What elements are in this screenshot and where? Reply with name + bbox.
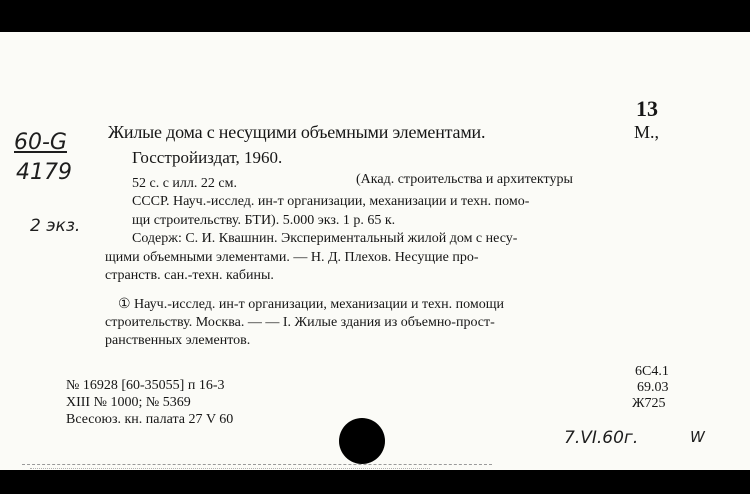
card-punch-hole	[339, 418, 385, 464]
chamber-line: Всесоюз. кн. палата 27 V 60	[66, 412, 234, 427]
series-line-1: (Акад. строительства и архитектуры	[356, 172, 573, 187]
contents-line-1: Содерж: С. И. Квашнин. Экспериментальный жилой дом с несу-	[132, 231, 518, 246]
series-line-3: щи строительству. БТИ). 5.000 экз. 1 р. 65 к.	[132, 213, 396, 228]
subject-line-1: ① Науч.-исслед. ин-т организации, механизации и техн. помощи	[118, 297, 504, 312]
series-line-2: СССР. Науч.-исслед. ин-т организации, механизации и техн. помо-	[132, 194, 530, 209]
handwritten-shelfmark: 60-G	[14, 130, 67, 155]
handwritten-call-number: 4179	[16, 160, 72, 185]
author-mark: Ж725	[632, 396, 666, 411]
classification-bbk: 69.03	[637, 380, 669, 395]
catalog-card	[0, 32, 750, 470]
registration-number: № 16928 [60-35055] п 16-3	[66, 378, 225, 393]
handwritten-copies: 2 экз.	[30, 216, 81, 236]
contents-line-3: странств. сан.-техн. кабины.	[105, 268, 274, 283]
bottom-rule-dotted	[30, 468, 430, 469]
physical-description: 52 с. с илл. 22 см.	[132, 176, 237, 191]
classification-udc: 6С4.1	[635, 364, 669, 379]
contents-line-2: щими объемными элементами. — Н. Д. Плехов. Несущие про-	[105, 250, 479, 265]
publisher: Госстройиздат, 1960.	[132, 148, 283, 167]
card-number: 13	[636, 96, 658, 121]
handwritten-mark: W	[690, 428, 705, 446]
book-title: Жилые дома с несущими объемными элементами.	[108, 122, 486, 142]
bottom-rule	[22, 464, 492, 465]
handwritten-date: 7.VI.60г.	[564, 428, 639, 448]
order-number: XIII № 1000; № 5369	[66, 395, 191, 410]
subject-line-2: строительству. Москва. — — I. Жилые здания из объемно-прост-	[105, 315, 495, 330]
publication-city: М.,	[634, 122, 660, 142]
subject-line-3: ранственных элементов.	[105, 333, 251, 348]
